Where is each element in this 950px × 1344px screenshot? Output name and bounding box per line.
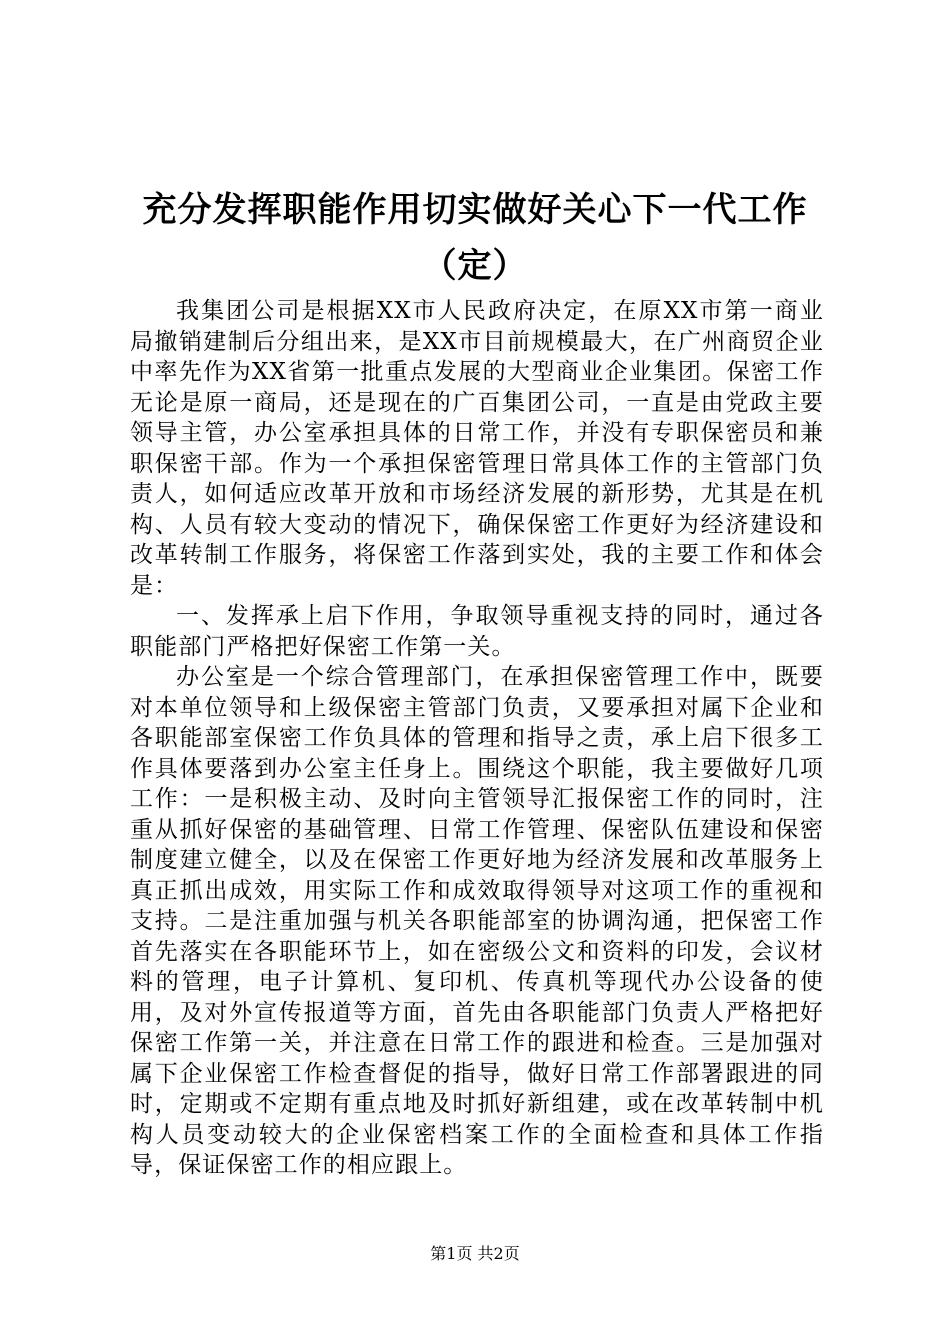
paragraph-intro: 我集团公司是根据XX市人民政府决定，在原XX市第一商业局撤销建制后分组出来，是XX市目前规模最大，在广州商贸企业中率先作为XX省第一批重点发展的大型商业企业集团。保密工作无论是原一商局，还是现在的广百集团公司，一直是由党政主要领导主管，办公室承担具体的日常工作，并没有专职保密员和兼职保密干部。作为一个承担保密管理日常具体工作的主管部门负责人，如何适应改革开放和市场经济发展的新形势，尤其是在机构、人员有较大变动的情况下，确保保密工作更好为经济建设和改革转制工作服务，将保密工作落到实处，我的主要工作和体会是： — [130, 298, 824, 599]
title-line-1: 充分发挥职能作用切实做好关心下一代工作 — [142, 190, 808, 230]
document-body — [130, 296, 824, 1181]
title-line-2: （定） — [422, 246, 528, 286]
document-title — [110, 182, 840, 294]
page-number-footer: 第1页 共2页 — [430, 1244, 520, 1263]
paragraph-office-duties: 办公室是一个综合管理部门，在承担保密管理工作中，既要对本单位领导和上级保密主管部门负责，又要承担对属下企业和各职能部室保密工作负具体的管理和指导之责，承上启下很多工作具体要落到办公室主任身上。围绕这个职能，我主要做好几项工作：一是积极主动、及时向主管领导汇报保密工作的同时，注重从抓好保密的基础管理、日常工作管理、保密队伍建设和保密制度建立健全，以及在保密工作更好地为经济发展和改革服务上真正抓出成效，用实际工作和成效取得领导对这项工作的重视和支持。二是注重加强与机关各职能部室的协调沟通，把保密工作首先落实在各职能环节上，如在密级公文和资料的印发，会议材料的管理，电子计算机、复印机、传真机等现代办公设备的使用，及对外宣传报道等方面，首先由各职能部门负责人严格把好保密工作第一关，并注意在日常工作的跟进和检查。三是加强对属下企业保密工作检查督促的指导，做好日常工作部署跟进的同时，定期或不定期有重点地及时抓好新组建，或在改革转制中机构人员变动较大的企业保密档案工作的全面检查和具体工作指导，保证保密工作的相应跟上。 — [130, 664, 824, 1178]
paragraph-section-heading: 一、发挥承上启下作用，争取领导重视支持的同时，通过各职能部门严格把好保密工作第一关。 — [130, 603, 824, 660]
